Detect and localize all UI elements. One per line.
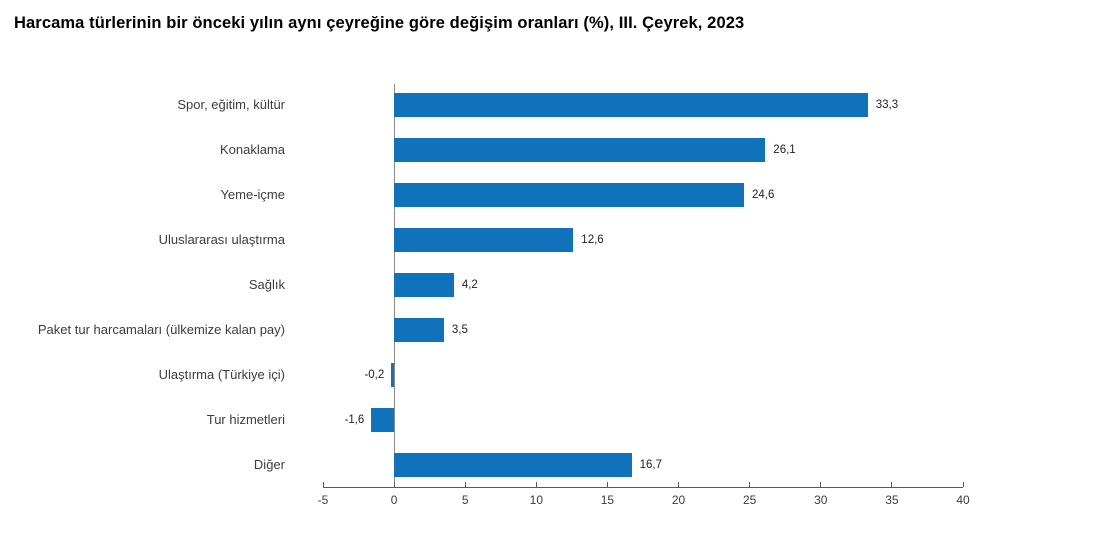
x-axis-tick [963,482,964,487]
x-axis-tick [394,482,395,487]
category-label: Tur hizmetleri [206,411,285,427]
value-label: -1,6 [344,413,365,426]
x-axis-tick-label: 5 [461,493,469,507]
bar [394,138,765,162]
category-label: Ulaştırma (Türkiye içi) [158,366,285,382]
x-axis-tick-label: 15 [600,493,615,507]
x-axis-tick [820,482,821,487]
value-label: 24,6 [751,188,775,201]
bar [394,273,454,297]
value-label: -0,2 [364,368,385,381]
category-label: Yeme-içme [220,186,285,202]
chart-title: Harcama türlerinin bir önceki yılın aynı çeyreğine göre değişim oranları (%), III. Çeyrek, 2023 [14,14,745,32]
x-axis-tick-label: 40 [956,493,970,507]
value-label: 3,5 [451,323,468,336]
bar [391,363,394,387]
x-axis-tick-label: 0 [390,493,398,507]
value-label: 33,3 [875,98,899,111]
x-axis-tick [323,482,324,487]
x-axis-tick [465,482,466,487]
x-axis-tick [749,482,750,487]
bar [394,453,632,477]
value-label: 4,2 [461,278,478,291]
value-label: 26,1 [773,143,796,156]
bar [394,228,573,252]
value-label: 12,6 [581,233,604,246]
x-axis-line [323,487,963,488]
x-axis-tick-label: -5 [317,493,329,507]
x-axis-tick-label: 30 [814,493,828,507]
category-label: Konaklama [219,141,285,157]
bar [394,183,744,207]
x-axis-tick-label: 20 [671,493,686,507]
x-axis-tick [678,482,679,487]
x-axis-tick-label: 35 [885,493,899,507]
category-label: Sağlık [248,276,285,292]
category-label: Spor, eğitim, kültür [177,96,285,112]
x-axis-tick [607,482,608,487]
x-axis-tick-label: 10 [529,493,544,507]
value-label: 16,7 [639,458,662,471]
category-label: Uluslararası ulaştırma [158,231,285,247]
bar [394,93,868,117]
category-label: Diğer [253,456,285,472]
x-axis-tick [536,482,537,487]
bar [371,408,394,432]
x-axis-tick [891,482,892,487]
category-label: Paket tur harcamaları (ülkemize kalan pay) [37,321,285,337]
x-axis-tick-label: 25 [742,493,757,507]
bar [394,318,444,342]
